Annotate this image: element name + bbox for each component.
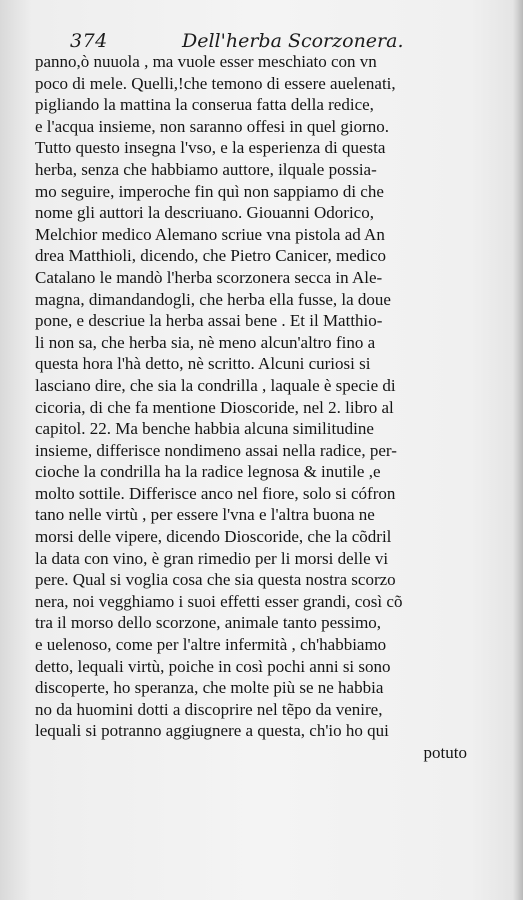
- text-line: capitol. 22. Ma benche habbia alcuna similitudine: [35, 419, 374, 439]
- text-line: lasciano dire, che sia la condrilla , laquale è specie di: [35, 375, 396, 395]
- text-line: questa hora l'hà detto, nè scritto. Alcuni curiosi si: [35, 354, 371, 374]
- text-line: morsi delle vipere, dicendo Dioscoride, che la cõdril: [35, 527, 392, 547]
- page-header: [0, 22, 523, 52]
- text-line: drea Matthioli, dicendo, che Pietro Canicer, medico: [35, 246, 387, 266]
- text-line: herba, senza che habbiamo auttore, ilquale possia-: [35, 159, 377, 179]
- text-line: tra il morso dello scorzone, animale tanto pessimo,: [35, 613, 382, 633]
- text-line: molto sottile. Differisce anco nel fiore, solo si cófron: [35, 483, 396, 503]
- text-line: li non sa, che herba sia, nè meno alcun'altro fino a: [35, 332, 376, 352]
- text-line: pone, e descriue la herba assai bene . Et il Matthio-: [35, 311, 383, 331]
- text-line: tano nelle virtù , per essere l'vna e l'altra buona ne: [35, 505, 375, 525]
- text-line: nome gli auttori la descriuano. Giouanni Odorico,: [35, 203, 374, 223]
- text-line: magna, dimandandogli, che herba ella fusse, la doue: [35, 289, 391, 309]
- page-number: 374: [70, 30, 108, 52]
- text-line: mo seguire, imperoche fin quì non sappiamo di che: [35, 181, 384, 201]
- text-line: no da huomini dotti a discoprire nel tẽpo da venire,: [35, 699, 383, 719]
- text-line: pere. Qual si voglia cosa che sia questa nostra scorzo: [35, 570, 396, 590]
- text-line: Catalano le mandò l'herba scorzonera secca in Ale-: [35, 267, 383, 287]
- text-line: discoperte, ho speranza, che molte più se ne habbia: [35, 678, 384, 698]
- text-line: detto, lequali virtù, poiche in così pochi anni si sono: [35, 656, 391, 676]
- text-line: insieme, differisce nondimeno assai nella radice, per-: [35, 440, 397, 460]
- catchword: potuto: [423, 743, 467, 762]
- running-title: Dell'herba Scorzonera.: [182, 30, 404, 52]
- text-line: poco di mele. Quelli,!che temono di essere auelenati,: [35, 73, 396, 93]
- text-line: la data con vino, è gran rimedio per li morsi delle vi: [35, 548, 389, 568]
- text-line: nera, noi vegghiamo i suoi effetti esser grandi, così cõ: [35, 591, 403, 611]
- text-line: Tutto questo insegna l'vso, e la esperienza di questa: [35, 138, 386, 158]
- body-text: [35, 51, 485, 764]
- text-line: Melchior medico Alemano scriue vna pistola ad An: [35, 224, 385, 244]
- text-line: lequali si potranno aggiugnere a questa, ch'io ho qui: [35, 721, 389, 741]
- text-line: pigliando la mattina la conserua fatta della redice,: [35, 95, 374, 115]
- text-line: e uelenoso, come per l'altre infermità , ch'habbiamo: [35, 635, 387, 655]
- text-line: panno,ò nuuola , ma vuole esser meschiato con vn: [35, 52, 377, 71]
- text-line: e l'acqua insieme, non saranno offesi in quel giorno.: [35, 116, 389, 136]
- text-line: cicoria, di che fa mentione Dioscoride, nel 2. libro al: [35, 397, 394, 417]
- text-line: cioche la condrilla ha la radice legnosa & inutile ,e: [35, 462, 381, 482]
